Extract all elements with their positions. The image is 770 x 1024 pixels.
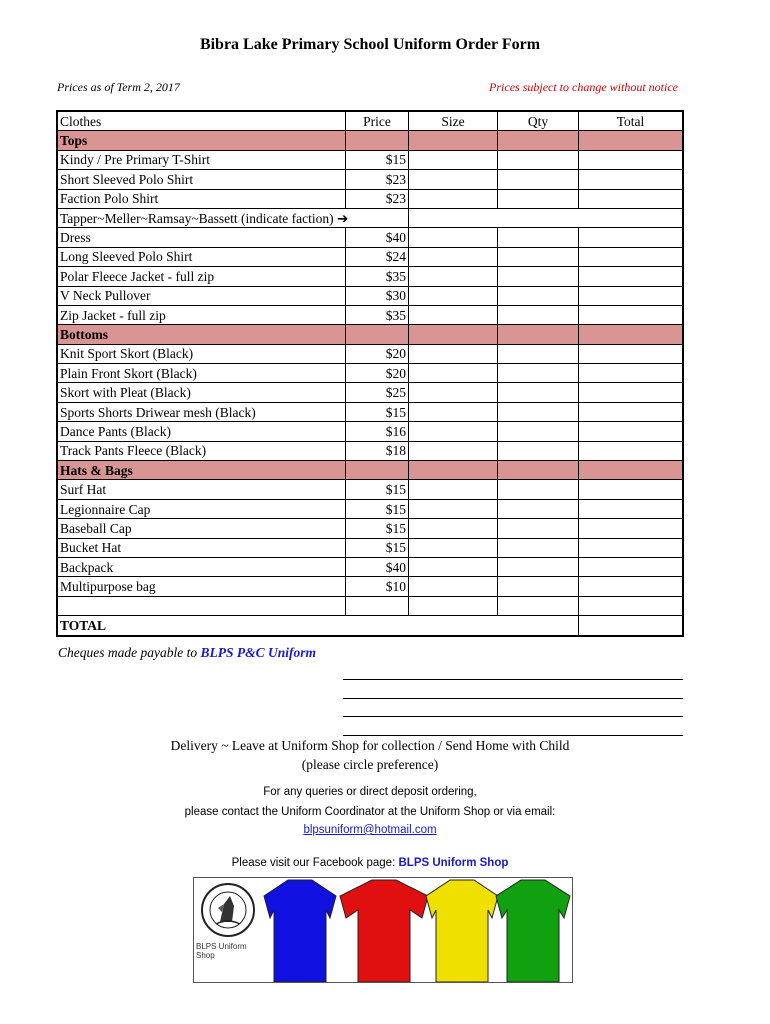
item-price: $23 (346, 170, 409, 189)
table-row (57, 402, 683, 421)
prices-as-of: Prices as of Term 2, 2017 (57, 80, 180, 94)
email-link[interactable]: blpsuniform@hotmail.com (303, 824, 437, 836)
table-row (57, 499, 683, 518)
item-name: Dance Pants (Black) (57, 422, 346, 441)
size-cell[interactable] (409, 364, 498, 383)
item-name: Kindy / Pre Primary T-Shirt (57, 150, 346, 169)
total-cell[interactable] (579, 228, 684, 247)
qty-cell[interactable] (498, 441, 579, 460)
section-label: Bottoms (57, 325, 346, 344)
item-price: $23 (346, 189, 409, 208)
size-cell[interactable] (409, 480, 498, 499)
size-cell[interactable] (409, 499, 498, 518)
column-header-qty: Qty (498, 111, 579, 131)
item-price: $15 (346, 150, 409, 169)
contact-line[interactable] (343, 698, 683, 699)
size-cell[interactable] (409, 402, 498, 421)
payee-name: BLPS P&C Uniform (200, 645, 316, 660)
price-notice: Prices subject to change without notice (489, 80, 678, 94)
section-row-hats-bags (57, 461, 683, 480)
section-cell (498, 131, 579, 150)
item-name: Plain Front Skort (Black) (57, 364, 346, 383)
section-row-tops (57, 131, 683, 150)
total-cell[interactable] (579, 519, 684, 538)
contact-line-2: please contact the Uniform Coordinator at the Uniform Shop or via email: (184, 806, 556, 818)
item-name: Sports Shorts Driwear mesh (Black) (57, 402, 346, 421)
facebook-row (0, 857, 740, 869)
total-cell[interactable] (579, 150, 684, 169)
total-label: TOTAL (57, 616, 579, 636)
item-name: Surf Hat (57, 480, 346, 499)
item-price: $16 (346, 422, 409, 441)
table-row (57, 538, 683, 557)
table-row (57, 170, 683, 189)
total-row (57, 616, 683, 636)
item-price: $40 (346, 557, 409, 576)
item-price: $30 (346, 286, 409, 305)
total-cell[interactable] (579, 364, 684, 383)
total-cell[interactable] (579, 189, 684, 208)
item-name: Knit Sport Skort (Black) (57, 344, 346, 363)
total-cell[interactable] (579, 344, 684, 363)
item-name: Backpack (57, 557, 346, 576)
qty-cell[interactable] (498, 577, 579, 596)
section-label: Hats & Bags (57, 461, 346, 480)
form-title: Bibra Lake Primary School Uniform Order Form (199, 36, 541, 53)
table-row (57, 383, 683, 402)
size-cell[interactable] (409, 305, 498, 324)
item-name: Track Pants Fleece (Black) (57, 441, 346, 460)
total-cell[interactable] (579, 247, 684, 266)
qty-cell[interactable] (498, 150, 579, 169)
size-cell[interactable] (409, 441, 498, 460)
section-cell (346, 461, 409, 480)
column-header-clothes: Clothes (57, 111, 346, 131)
total-cell[interactable] (579, 383, 684, 402)
item-name: Legionnaire Cap (57, 499, 346, 518)
item-name: Polar Fleece Jacket - full zip (57, 267, 346, 286)
qty-cell[interactable] (498, 422, 579, 441)
qty-cell[interactable] (498, 305, 579, 324)
polo-shirts-image (194, 878, 572, 982)
section-cell (409, 461, 498, 480)
column-header-total: Total (579, 111, 684, 131)
table-row (57, 247, 683, 266)
total-cell[interactable] (579, 422, 684, 441)
blank-row (57, 596, 683, 615)
section-cell (409, 325, 498, 344)
item-price: $10 (346, 577, 409, 596)
total-cell[interactable] (579, 538, 684, 557)
order-table (56, 110, 684, 637)
qty-cell[interactable] (498, 170, 579, 189)
table-header-row (57, 111, 683, 131)
size-cell[interactable] (409, 344, 498, 363)
qty-cell[interactable] (498, 344, 579, 363)
parent-name-line[interactable] (343, 679, 683, 680)
table-row (57, 150, 683, 169)
table-row (57, 189, 683, 208)
total-cell[interactable] (579, 557, 684, 576)
size-cell[interactable] (409, 150, 498, 169)
qty-cell[interactable] (498, 286, 579, 305)
table-row (57, 557, 683, 576)
yellow-shirt-icon (426, 880, 498, 982)
qty-cell[interactable] (498, 480, 579, 499)
cheques-label: Cheques made payable to (58, 645, 198, 660)
item-name: Multipurpose bag (57, 577, 346, 596)
table-row (57, 267, 683, 286)
item-price: $40 (346, 228, 409, 247)
qty-cell[interactable] (498, 402, 579, 421)
logo-caption: BLPS Uniform Shop (196, 942, 247, 960)
contact-line-1: For any queries or direct deposit ordering, (263, 786, 477, 798)
item-price: $15 (346, 519, 409, 538)
total-cell[interactable] (579, 305, 684, 324)
blank-cell[interactable] (57, 596, 346, 615)
total-cell[interactable] (579, 499, 684, 518)
qty-cell[interactable] (498, 189, 579, 208)
delivery-note: (please circle preference) (301, 757, 439, 772)
size-cell[interactable] (409, 383, 498, 402)
item-price: $35 (346, 305, 409, 324)
item-name: Baseball Cap (57, 519, 346, 538)
column-header-size: Size (409, 111, 498, 131)
email-row (0, 824, 740, 836)
section-row-bottoms (57, 325, 683, 344)
qty-cell[interactable] (498, 519, 579, 538)
section-cell (346, 325, 409, 344)
section-cell (346, 131, 409, 150)
table-row (57, 286, 683, 305)
total-cell[interactable] (579, 170, 684, 189)
table-row (57, 519, 683, 538)
table-row (57, 577, 683, 596)
green-shirt-icon (496, 880, 570, 982)
total-cell[interactable] (579, 286, 684, 305)
size-cell[interactable] (409, 286, 498, 305)
section-cell (579, 461, 684, 480)
section-cell (498, 325, 579, 344)
size-cell[interactable] (409, 247, 498, 266)
size-cell[interactable] (409, 228, 498, 247)
size-cell[interactable] (409, 170, 498, 189)
item-name: Faction Polo Shirt (57, 189, 346, 208)
faction-entry-cell[interactable] (409, 208, 684, 227)
size-cell[interactable] (409, 577, 498, 596)
item-name: Skort with Pleat (Black) (57, 383, 346, 402)
section-label: Tops (57, 131, 346, 150)
blank-cell[interactable] (498, 596, 579, 615)
item-name: Short Sleeved Polo Shirt (57, 170, 346, 189)
table-row (57, 344, 683, 363)
blue-shirt-icon (264, 880, 336, 982)
item-price: $25 (346, 383, 409, 402)
child-name-line[interactable] (343, 716, 683, 717)
total-cell[interactable] (579, 577, 684, 596)
grand-total-cell[interactable] (579, 616, 684, 636)
total-cell[interactable] (579, 480, 684, 499)
qty-cell[interactable] (498, 247, 579, 266)
size-cell[interactable] (409, 557, 498, 576)
table-row (57, 364, 683, 383)
item-name: Dress (57, 228, 346, 247)
item-price: $15 (346, 499, 409, 518)
cheques-payable (58, 645, 316, 661)
table-row (57, 228, 683, 247)
item-price: $20 (346, 344, 409, 363)
item-price: $24 (346, 247, 409, 266)
qty-cell[interactable] (498, 364, 579, 383)
section-cell (498, 461, 579, 480)
qty-cell[interactable] (498, 267, 579, 286)
section-cell (579, 131, 684, 150)
table-row (57, 480, 683, 499)
total-cell[interactable] (579, 267, 684, 286)
item-price: $35 (346, 267, 409, 286)
size-cell[interactable] (409, 422, 498, 441)
total-cell[interactable] (579, 402, 684, 421)
item-price: $15 (346, 402, 409, 421)
facebook-page-name[interactable]: BLPS Uniform Shop (398, 857, 509, 869)
red-shirt-icon (340, 880, 428, 982)
qty-cell[interactable] (498, 383, 579, 402)
item-price: $18 (346, 441, 409, 460)
blank-cell[interactable] (346, 596, 409, 615)
item-name: V Neck Pullover (57, 286, 346, 305)
section-cell (409, 131, 498, 150)
blank-cell[interactable] (579, 596, 684, 615)
table-row (57, 208, 683, 227)
item-name: Long Sleeved Polo Shirt (57, 247, 346, 266)
facebook-prefix: Please visit our Facebook page: (231, 857, 396, 869)
item-price: $20 (346, 364, 409, 383)
qty-cell[interactable] (498, 499, 579, 518)
table-row (57, 422, 683, 441)
size-cell[interactable] (409, 538, 498, 557)
qty-cell[interactable] (498, 228, 579, 247)
delivery-options: Delivery ~ Leave at Uniform Shop for collection / Send Home with Child (170, 738, 570, 753)
qty-cell[interactable] (498, 538, 579, 557)
faction-item-label: Tapper~Meller~Ramsay~Bassett (indicate faction) ➔ (57, 208, 409, 227)
column-header-price: Price (346, 111, 409, 131)
class-teacher-line[interactable] (343, 735, 683, 736)
size-cell[interactable] (409, 189, 498, 208)
item-name: Zip Jacket - full zip (57, 305, 346, 324)
table-row (57, 305, 683, 324)
item-name: Bucket Hat (57, 538, 346, 557)
qty-cell[interactable] (498, 557, 579, 576)
section-cell (579, 325, 684, 344)
size-cell[interactable] (409, 267, 498, 286)
item-price: $15 (346, 538, 409, 557)
item-price: $15 (346, 480, 409, 499)
table-row (57, 441, 683, 460)
blank-cell[interactable] (409, 596, 498, 615)
uniform-banner (193, 877, 573, 983)
size-cell[interactable] (409, 519, 498, 538)
total-cell[interactable] (579, 441, 684, 460)
